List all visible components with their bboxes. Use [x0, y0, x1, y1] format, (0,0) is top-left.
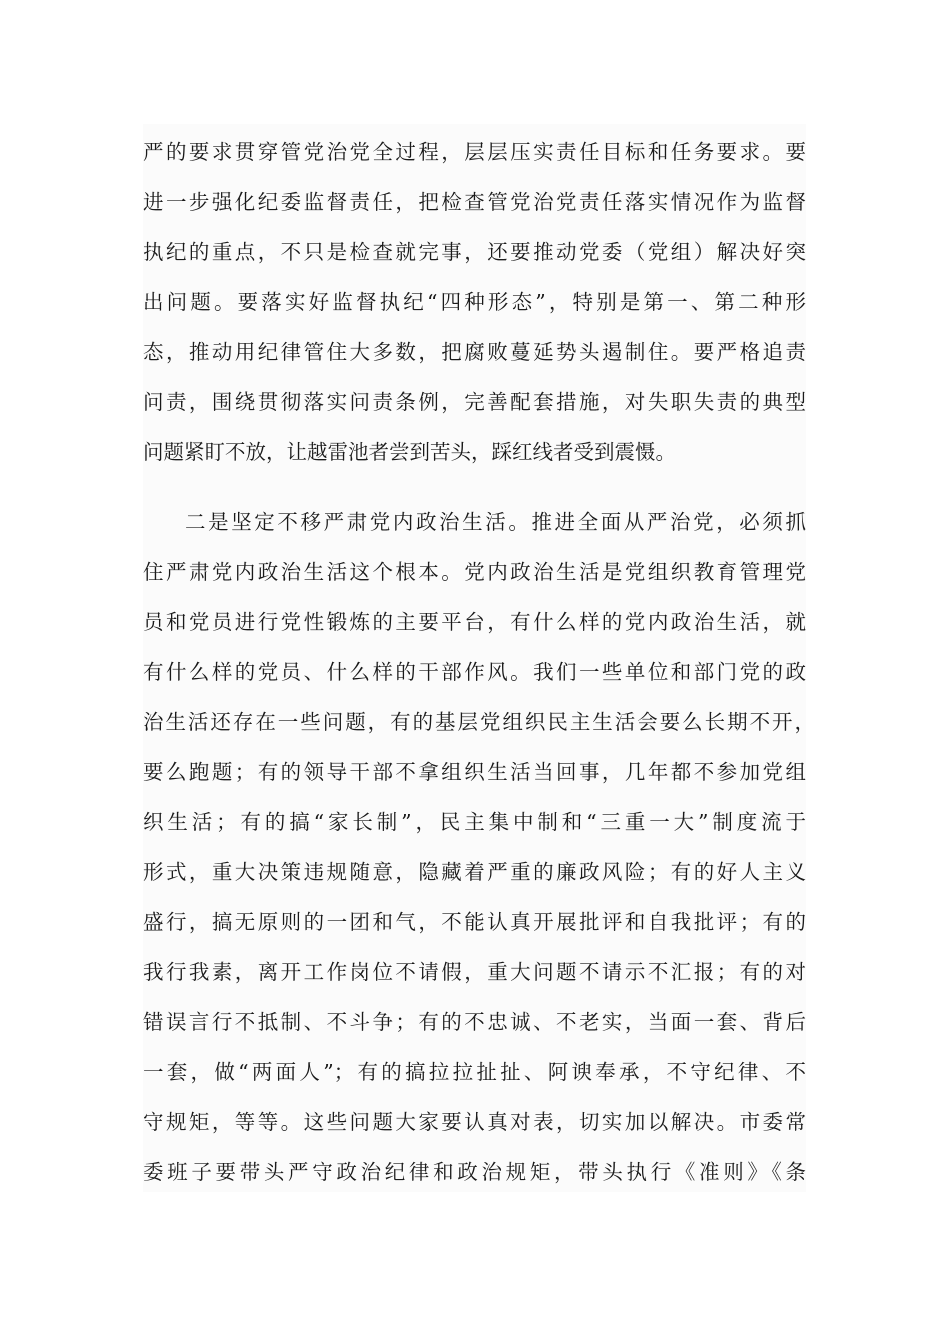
text-line: 错误言行不抵制、不斗争；有的不忠诚、不老实，当面一套、背后: [143, 1010, 806, 1034]
text-line: 问题紧盯不放，让越雷池者尝到苦头，踩红线者受到震慑。: [143, 440, 676, 464]
text-line: 问责，围绕贯彻落实问责条例，完善配套措施，对失职失责的典型: [143, 390, 806, 414]
text-line: 治生活还存在一些问题，有的基层党组织民主生活会要么长期不开，: [143, 710, 815, 734]
text-line: 形式，重大决策违规随意，隐藏着严重的廉政风险；有的好人主义: [143, 860, 806, 884]
text-line: 委班子要带头严守政治纪律和政治规矩，带头执行《准则》《条: [143, 1160, 806, 1184]
text-line: 住严肃党内政治生活这个根本。党内政治生活是党组织教育管理党: [143, 560, 806, 584]
text-line: 员和党员进行党性锻炼的主要平台，有什么样的党内政治生活，就: [143, 610, 806, 634]
text-line: 有什么样的党员、什么样的干部作风。我们一些单位和部门党的政: [143, 660, 806, 684]
document-text-block: [143, 124, 815, 1192]
text-line: 要么跑题；有的领导干部不拿组织生活当回事，几年都不参加党组: [143, 760, 806, 784]
text-line: 我行我素，离开工作岗位不请假，重大问题不请示不汇报；有的对: [143, 960, 806, 984]
text-line: 守规矩，等等。这些问题大家要认真对表，切实加以解决。市委常: [143, 1110, 806, 1134]
paragraph-first-line: 二是坚定不移严肃党内政治生活。推进全面从严治党，必须抓: [185, 510, 806, 534]
text-line: 严的要求贯穿管党治党全过程，层层压实责任目标和任务要求。要: [143, 140, 806, 164]
text-line: 一套，做“两面人”；有的搞拉拉扯扯、阿谀奉承，不守纪律、不: [143, 1060, 806, 1084]
text-line: 织生活；有的搞“家长制”，民主集中制和“三重一大”制度流于: [143, 810, 806, 834]
text-line: 进一步强化纪委监督责任，把检查管党治党责任落实情况作为监督: [143, 190, 806, 214]
text-line: 盛行，搞无原则的一团和气，不能认真开展批评和自我批评；有的: [143, 910, 806, 934]
text-line: 态，推动用纪律管住大多数，把腐败蔓延势头遏制住。要严格追责: [143, 340, 806, 364]
text-line: 执纪的重点，不只是检查就完事，还要推动党委（党组）解决好突: [143, 240, 806, 264]
text-line: 出问题。要落实好监督执纪“四种形态”，特别是第一、第二种形: [143, 290, 806, 314]
